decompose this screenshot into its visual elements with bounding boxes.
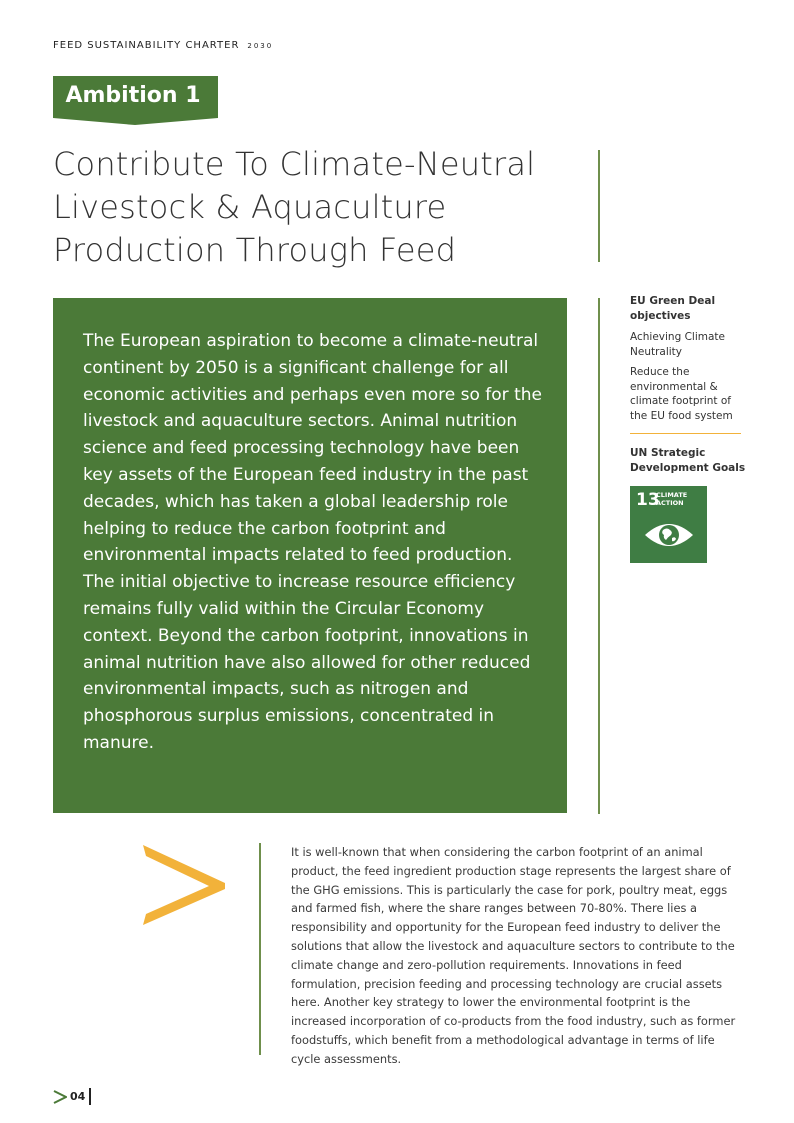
footer-bar [89,1088,91,1105]
ambition-label: Ambition 1 [65,83,201,108]
intro-box [53,298,567,813]
chevron-right-small-icon [53,1090,67,1104]
ambition-banner [53,76,218,126]
un-sdg-heading: UN Strategic Development Goals [630,447,746,474]
title-line-1: Contribute To Climate-Neutral [53,145,536,183]
page-title [53,143,583,272]
sdg-label [656,492,687,507]
charter-title: FEED SUSTAINABILITY CHARTER [53,40,240,51]
body-text: It is well-known that when considering the carbon footprint of an animal product, the feed ingredient production stage represents the largest share of the GHG emissions. This is particularly the case for pork, poultry meat, eggs and farmed fish, where the share ranges between 70-80%. There lies a responsibility and opportunity for the European feed industry to deliver the solutions that allow the livestock and aquaculture sectors to contribute to the climate change and zero-pollution requirements. Innovations in feed formulation, precision feeding and processing technology are crucial assets here. Another key strategy to lower the environmental footprint is the increased incorporation of co-products from the food industry, such as former foodstuffs, which benefit from a methodological advantage in terms of life cycle assessments. [291,845,736,1066]
eye-globe-icon [643,519,695,551]
title-line-2: Livestock & Aquaculture [53,188,447,226]
page-number: 04 [70,1090,86,1103]
sidebar [630,294,746,482]
charter-year: 2030 [247,42,274,50]
sidebar-rule [630,433,741,434]
title-line-3: Production Through Feed [53,231,457,269]
sidebar-divider [598,298,600,814]
eu-objective-1: Achieving Climate Neutrality [630,331,725,358]
document-header [53,40,273,51]
body-divider [259,843,261,1055]
sdg-label-line-2: ACTION [656,498,684,507]
intro-text: The European aspiration to become a climate-neutral continent by 2050 is a significant challenge for all economic activities and perhaps even more so for the livestock and aquaculture sectors. Animal nutrition science and feed processing technology have been key assets of the European feed industry in the past decades, which has taken a global leadership role helping to reduce the carbon footprint and environmental impacts related to feed production. The initial objective to increase resource efficiency remains fully valid within the Circular Economy context. Beyond the carbon footprint, innovations in animal nutrition have also allowed for other reduced environmental impacts, such as nitrogen and phosphorous surplus emissions, concentrated in manure. [83,331,542,753]
chevron-right-icon [143,845,227,925]
sdg-13-badge [630,486,707,563]
sdg-number: 13 [636,490,660,510]
eu-objective-2: Reduce the environmental & climate footprint of the EU food system [630,366,733,422]
sdg-label-line-1: CLIMATE [656,491,688,499]
eu-green-deal-heading: EU Green Deal objectives [630,295,716,322]
title-divider [598,150,600,262]
